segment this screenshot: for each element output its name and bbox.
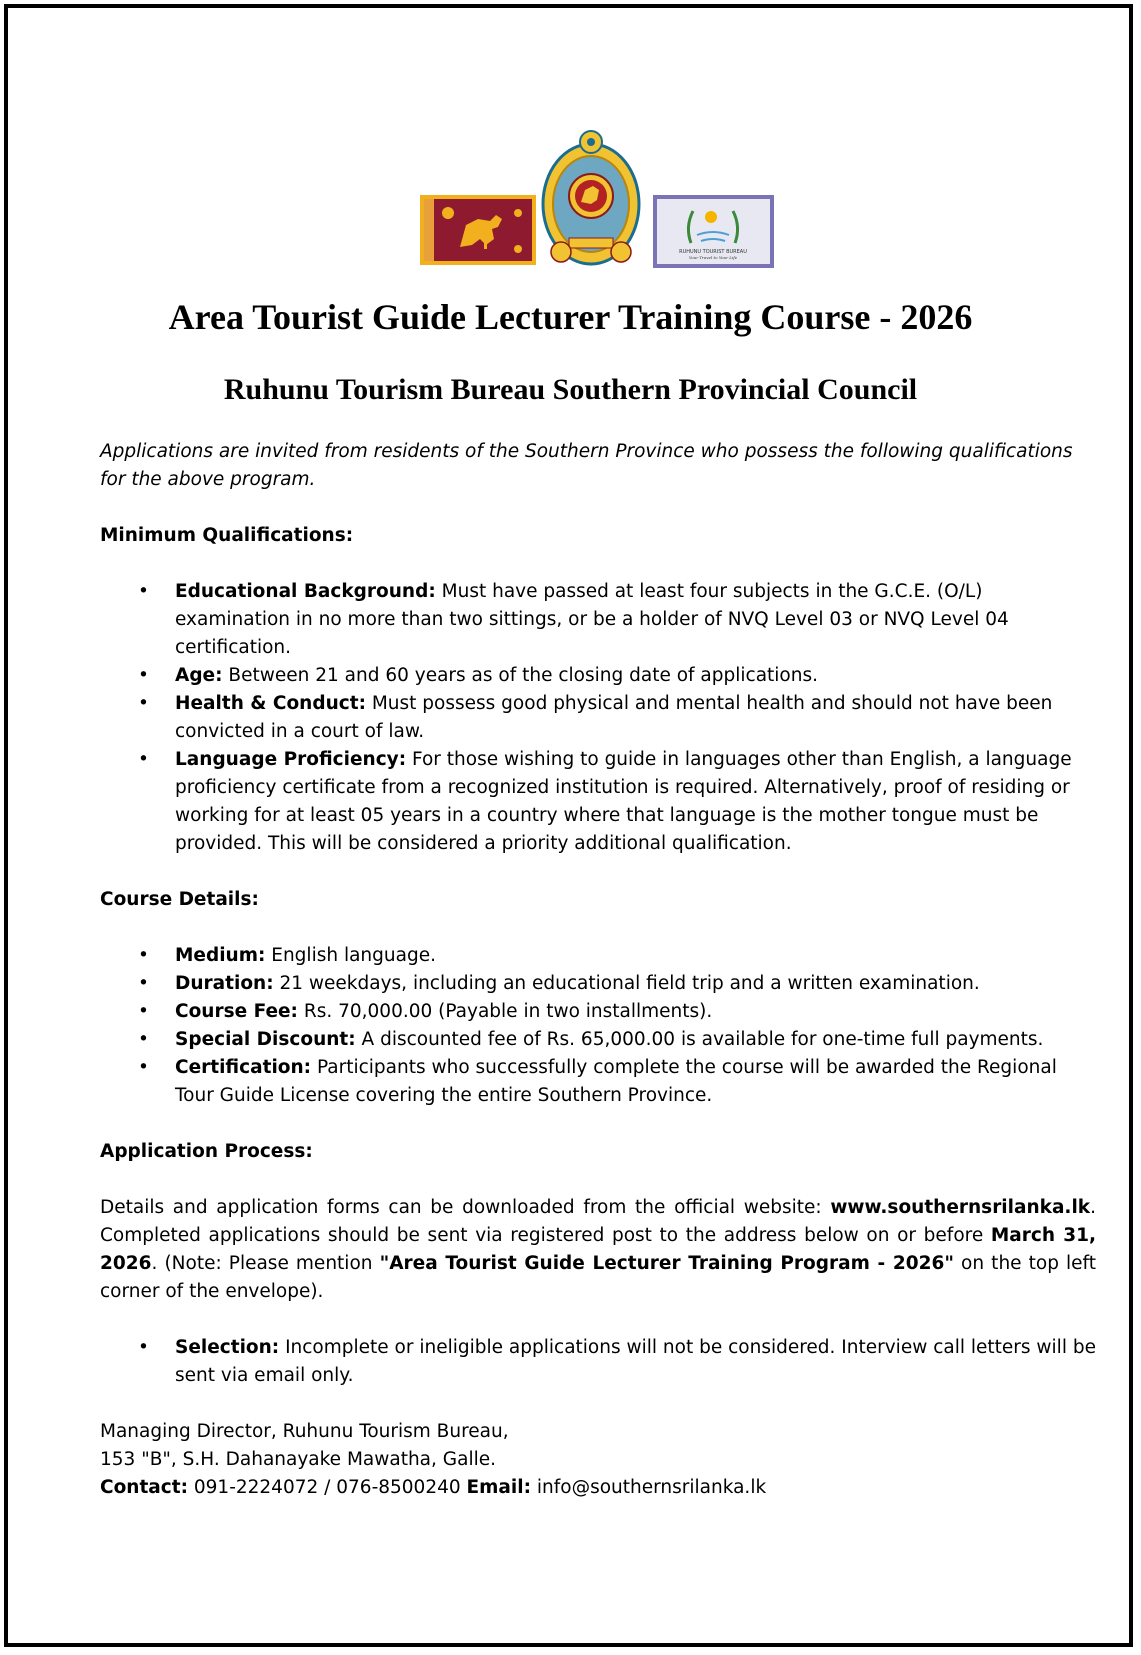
email-address[interactable]: info@southernsrilanka.lk: [531, 1477, 767, 1498]
svg-text:Your Travel to Your Life: Your Travel to Your Life: [688, 255, 738, 260]
envelope-note: "Area Tourist Guide Lecturer Training Program - 2026": [379, 1253, 954, 1274]
selection-list: [100, 1334, 1096, 1390]
course-details-list: [100, 942, 1096, 1110]
svg-text:RUHUNU TOURIST BUREAU: RUHUNU TOURIST BUREAU: [679, 249, 747, 255]
sri-lanka-flag-logo: [420, 195, 536, 265]
application-process-heading: Application Process:: [100, 1141, 313, 1162]
list-item: • Duration: 21 weekdays, including an educational field trip and a written examination.: [100, 970, 1096, 998]
application-process-paragraph: Details and application forms can be downloaded from the official website: www.southernsrilanka.lk. Completed applications should be sent via registered post to the address below on or before March 31, 2026. (Note: Please mention "Area Tourist Guide Lecturer Training Program - 2026" on the top left corner of the envelope).: [100, 1197, 1096, 1302]
list-item: • Age: Between 21 and 60 years as of the closing date of applications.: [100, 662, 1096, 690]
qualifications-list: [100, 578, 1096, 858]
list-item: • Certification: Participants who successfully complete the course will be awarded the Regional Tour Guide License covering the entire Southern Province.: [100, 1054, 1096, 1110]
list-item: • Special Discount: A discounted fee of Rs. 65,000.00 is available for one-time full payments.: [100, 1026, 1096, 1054]
ruhunu-tourist-bureau-logo: [653, 195, 774, 268]
list-item: • Selection: Incomplete or ineligible applications will not be considered. Interview call letters will be sent via email only.: [100, 1334, 1096, 1390]
logo-strip: [420, 128, 774, 270]
website-link[interactable]: www.southernsrilanka.lk: [830, 1197, 1091, 1218]
contact-line: Contact: 091-2224072 / 076-8500240 Email: info@southernsrilanka.lk: [100, 1477, 767, 1498]
deadline-date: March 31, 2026: [100, 1225, 1096, 1274]
list-item: • Educational Background: Must have passed at least four subjects in the G.C.E. (O/L) examination in no more than two sittings, or be a holder of NVQ Level 03 or NVQ Level 04 certification.: [100, 578, 1096, 662]
qualifications-heading: Minimum Qualifications:: [100, 525, 354, 546]
page-title: Area Tourist Guide Lecturer Training Course - 2026: [168, 297, 973, 337]
national-emblem-logo: [539, 128, 643, 270]
list-item: • Language Proficiency: For those wishing to guide in languages other than English, a language proficiency certificate from a recognized institution is required. Alternatively, proof of residing or working for at least 05 years in a country where that language is the mother tongue must be provided. This will be considered a priority additional qualification.: [100, 746, 1096, 858]
list-item: • Health & Conduct: Must possess good physical and mental health and should not have been convicted in a court of law.: [100, 690, 1096, 746]
phone-numbers: 091-2224072 / 076-8500240: [188, 1477, 467, 1498]
intro-paragraph: Applications are invited from residents of the Southern Province who possess the following qualifications for the above program.: [100, 441, 1073, 490]
list-item: • Course Fee: Rs. 70,000.00 (Payable in two installments).: [100, 998, 1096, 1026]
document-body: [100, 438, 1096, 1502]
course-details-heading: Course Details:: [100, 889, 259, 910]
address-line-1: Managing Director, Ruhunu Tourism Bureau,: [100, 1421, 509, 1442]
page-subtitle: Ruhunu Tourism Bureau Southern Provincial Council: [223, 373, 918, 406]
list-item: • Medium: English language.: [100, 942, 1096, 970]
address-line-2: 153 "B", S.H. Dahanayake Mawatha, Galle.: [100, 1449, 496, 1470]
